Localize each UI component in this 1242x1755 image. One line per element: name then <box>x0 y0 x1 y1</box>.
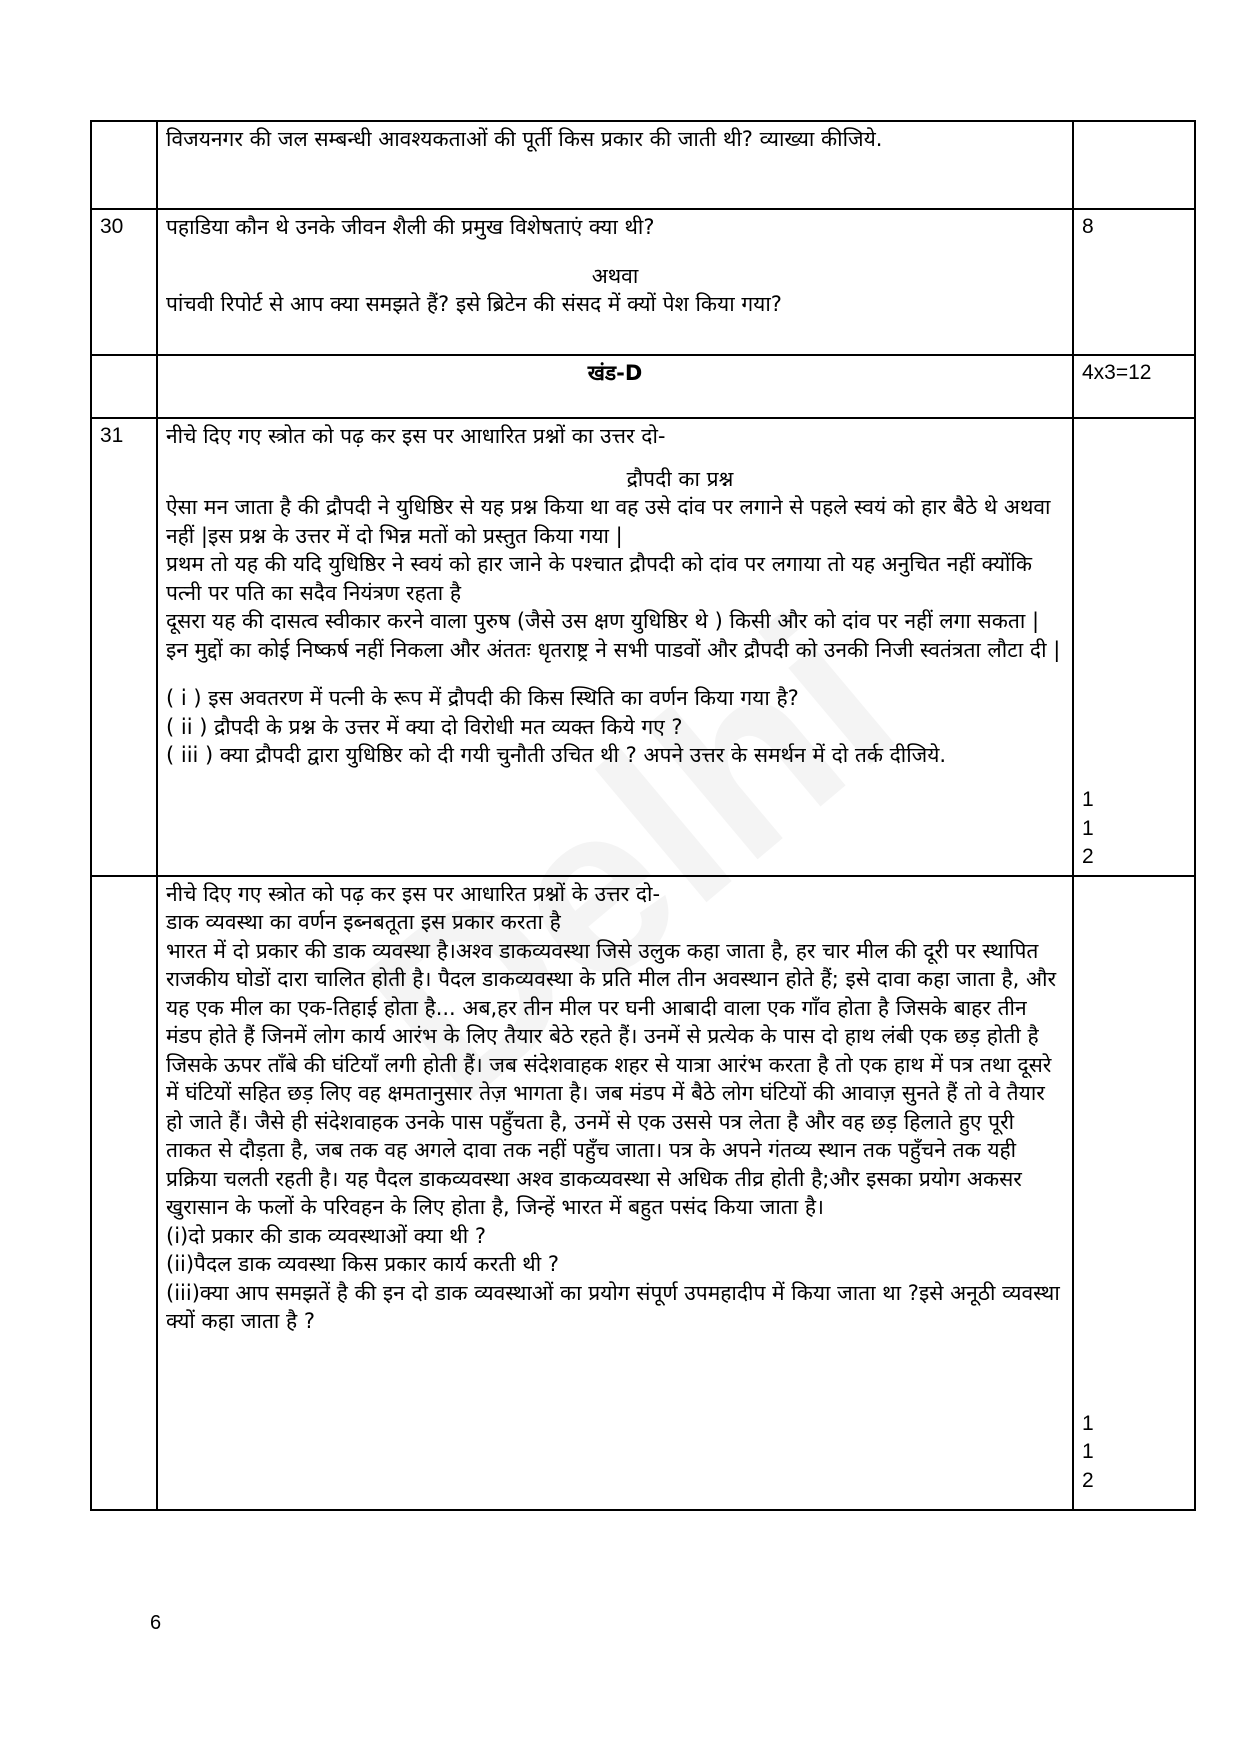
sub-question: ( i ) इस अवतरण में पत्नी के रूप में द्रौपदी की किस स्थिति का वर्णन किया गया है? <box>166 686 799 710</box>
question-cell <box>157 121 1073 209</box>
marks-value: 1 <box>1082 1440 1094 1463</box>
marks-value: 2 <box>1082 845 1094 868</box>
question-text: विजयनगर की जल सम्बन्धी आवश्यकताओं की पूर्ती किस प्रकार की जाती थी? व्याख्या कीजिये. <box>166 127 883 151</box>
source-body: भारत में दो प्रकार की डाक व्यवस्था है।अश्व डाकव्यवस्था जिसे उलुक कहा जाता है, हर चार मील की दूरी पर स्थापित राजकीय घोडों दारा चालित होती है। पैदल डाकव्यवस्था के प्रति मील तीन अवस्थान होते हैं; इसे दावा कहा जाता है, और यह एक मील का एक-तिहाई होता है... अब,हर तीन मील पर घनी आबादी वाला एक गाँव होता है जिसके बाहर तीन मंडप होते हैं जिनमें लोग कार्य आरंभ के लिए तैयार बेठे रहते हैं। उनमें से प्रत्येक के पास दो हाथ लंबी एक छड़ होती है जिसके ऊपर ताँबे की घंटियाँ लगी होती हैं। जब संदेशवाहक शहर से यात्रा आरंभ करता है तो एक हाथ में पत्र तथा दूसरे में घंटियों सहित छड़ लिए वह क्षमतानुसार तेज़ भागता है। जब मंडप में बैठे लोग घंटियों की आवाज़ सुनते हैं तो वे तैयार हो जाते हैं। जैसे ही संदेशवाहक उनके पास पहुँचता है, उनमें से एक उससे पत्र लेता है और वह छड़ हिलाते हुए पूरी ताकत से दौड़ता है, जब तक वह अगले दावा तक नहीं पहुँच जाता। पत्र के अपने गंतव्य स्थान तक पहुँचने तक यही प्रक्रिया चलती रहती है। यह पैदल डाकव्यवस्था अश्व डाकव्यवस्था से अधिक तीव्र होती है;और इसका प्रयोग अकसर खुरासान के फलों के परिवहन के लिए होता है, जिन्हें भारत में बहुत पसंद किया जाता है। <box>166 938 1057 1219</box>
source-line: ऐसा मन जाता है की द्रौपदी ने युधिष्ठिर से यह प्रश्न किया था वह उसे दांव पर लगाने से पहले स्वयं को हार बैठे थे अथवा नहीं |इस प्रश्न के उत्तर में दो भिन्न मतों को प्रस्तुत किया गया | <box>166 495 1051 548</box>
question-number-cell <box>91 876 157 1510</box>
question-table <box>90 120 1196 1511</box>
section-title: खंड-D <box>157 355 1073 418</box>
source-line: इन मुद्दों का कोई निष्कर्ष नहीं निकला और अंततः धृतराष्ट्र ने सभी पाडवों और द्रौपदी को उनकी निजी स्वतंत्रता लौटा दी | <box>166 637 1061 662</box>
section-number-cell <box>91 355 157 418</box>
question-cell <box>157 209 1073 355</box>
question-number: 30 <box>91 209 157 355</box>
marks-value: 8 <box>1073 209 1195 355</box>
section-marks: 4x3=12 <box>1073 355 1195 418</box>
source-intro: नीचे दिए गए स्त्रोत को पढ़ कर इस पर आधारित प्रश्नों का उत्तर दो- <box>166 424 666 448</box>
question-number: 31 <box>91 418 157 876</box>
source-intro: नीचे दिए गए स्त्रोत को पढ़ कर इस पर आधारित प्रश्नों के उत्तर दो- <box>166 881 661 906</box>
sub-question: ( ii ) द्रौपदी के प्रश्न के उत्तर में क्या दो विरोधी मत व्यक्त किये गए ? <box>166 714 683 739</box>
marks-value: 1 <box>1082 1411 1094 1435</box>
sub-question: (i)दो प्रकार की डाक व्यवस्थाओं क्या थी ? <box>166 1223 486 1248</box>
page-number: 6 <box>150 1612 162 1634</box>
marks-cell <box>1073 876 1195 1510</box>
section-row <box>91 355 1195 418</box>
marks-value: 1 <box>1082 816 1094 840</box>
sub-question: ( iii ) क्या द्रौपदी द्वारा युधिष्ठिर को दी गयी चुनौती उचित थी ? अपने उत्तर के समर्थन में दो तर्क दीजिये. <box>166 743 947 767</box>
question-cell <box>157 876 1073 1510</box>
marks-cell <box>1073 121 1195 209</box>
sub-question: (iii)क्या आप समझतें है की इन दो डाक व्यवस्थाओं का प्रयोग संपूर्ण उपमहादीप में किया जाता था ?इसे अनूठी व्यवस्था क्यों कहा जाता है ? <box>166 1280 1060 1333</box>
question-number-cell <box>91 121 157 209</box>
question-text: पहाडिया कौन थे उनके जीवन शैली की प्रमुख विशेषताएं क्या थी? <box>166 215 655 239</box>
question-cell <box>157 418 1073 876</box>
marks-cell <box>1073 418 1195 876</box>
table-row <box>91 209 1195 355</box>
marks-list <box>1082 880 1186 1496</box>
source-heading: द्रौपदी का प्रश्न <box>626 466 734 491</box>
table-row <box>91 121 1195 209</box>
sub-question: (ii)पैदल डाक व्यवस्था किस प्रकार कार्य करती थी ? <box>166 1252 559 1276</box>
table-row <box>91 876 1195 1510</box>
marks-value: 2 <box>1082 1468 1094 1492</box>
question-text-alt: पांचवी रिपोर्ट से आप क्या समझते हैं? इसे ब्रिटेन की संसद में क्यों पेश किया गया? <box>166 292 782 316</box>
marks-value: 1 <box>1082 788 1094 811</box>
table-row <box>91 418 1195 876</box>
marks-list <box>1082 422 1186 872</box>
source-heading: डाक व्यवस्था का वर्णन इब्नबतूता इस प्रकार करता है <box>166 910 561 934</box>
or-label: अथवा <box>591 263 639 288</box>
source-line: दूसरा यह की दासत्व स्वीकार करने वाला पुरुष (जैसे उस क्षण युधिष्ठिर थे ) किसी और को दांव पर नहीं लगा सकता | <box>166 609 1040 633</box>
source-line: प्रथम तो यह की यदि युधिष्ठिर ने स्वयं को हार जाने के पश्चात द्रौपदी को दांव पर लगाया तो यह अनुचित नहीं क्योंकि पत्नी पर पति का सदैव नियंत्रण रहता है <box>166 552 1033 605</box>
